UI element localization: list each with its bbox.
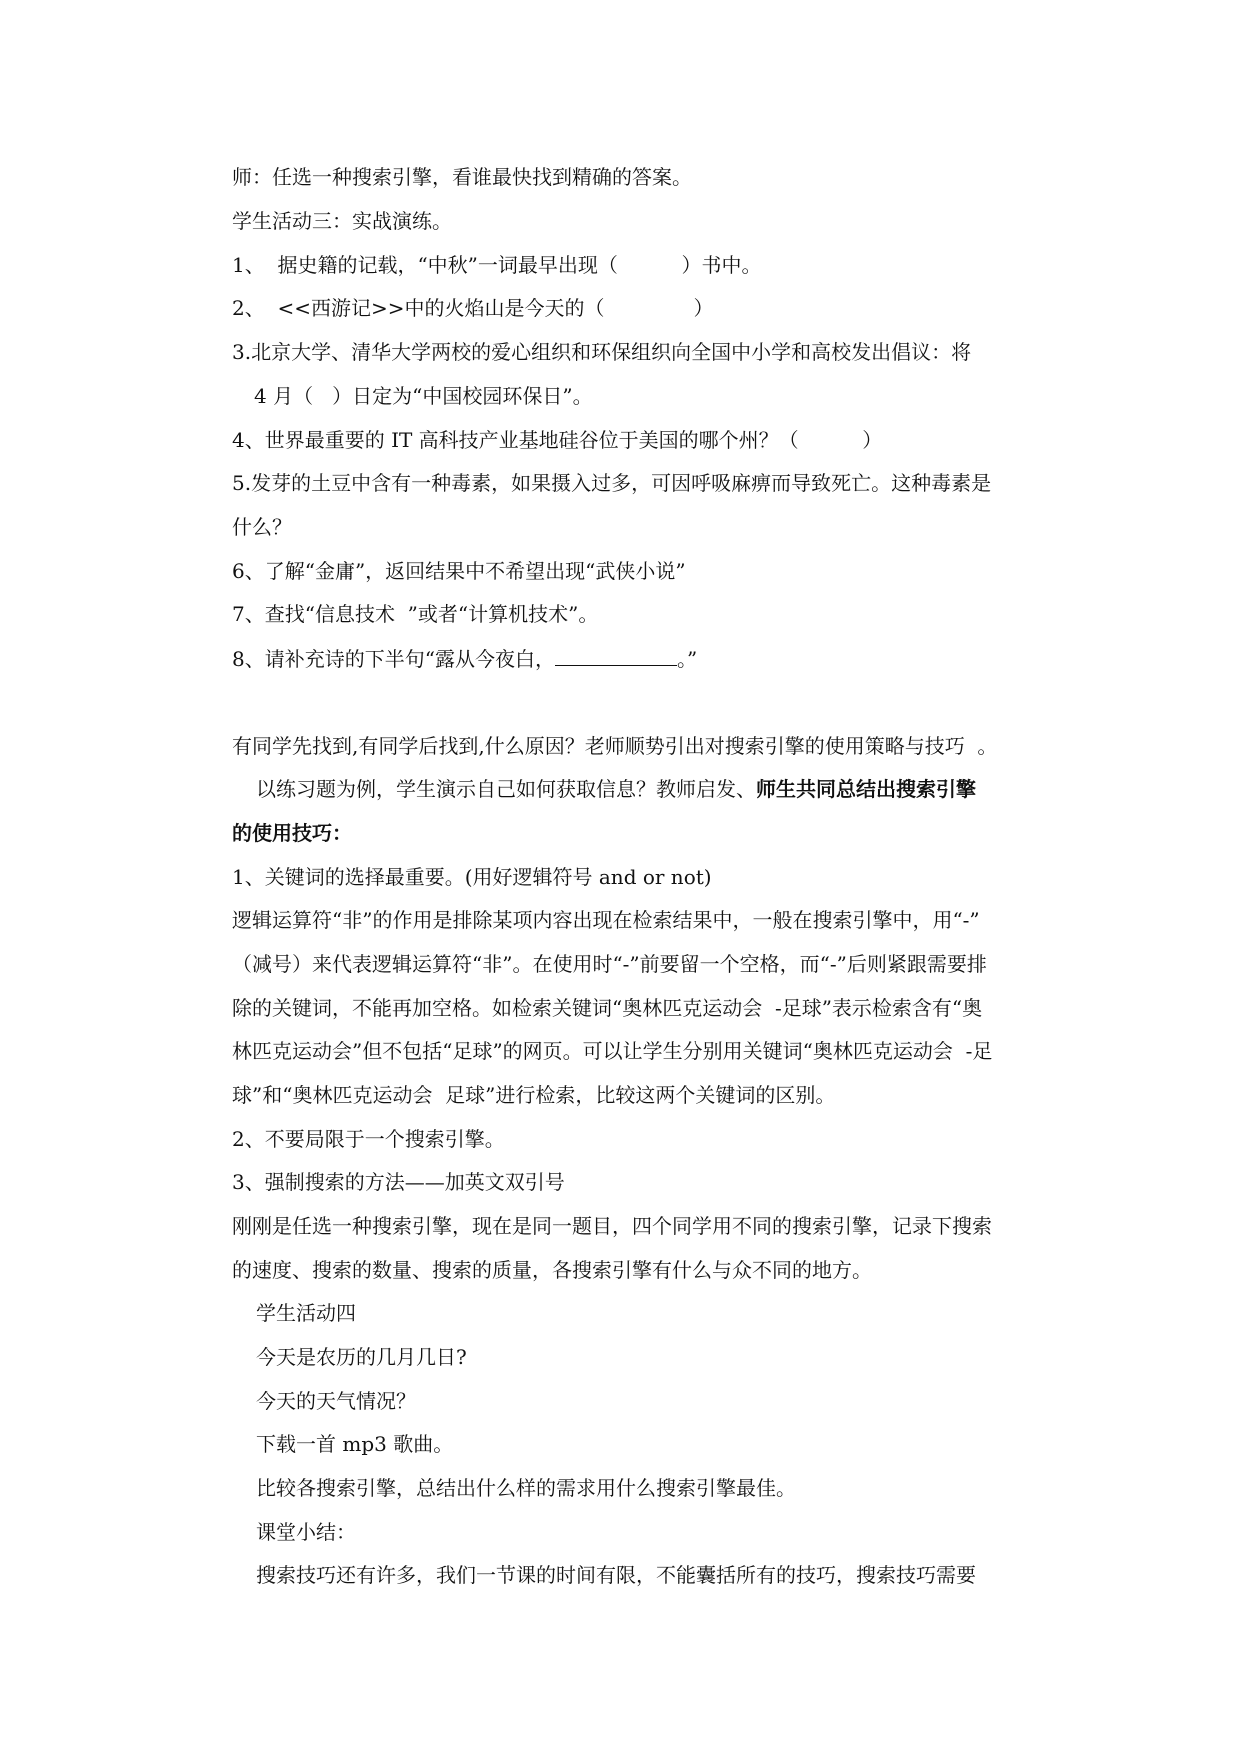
tip-1: 1、关键词的选择最重要。(用好逻辑符号 and or not) bbox=[232, 865, 712, 889]
activity-item: 今天的天气情况？ bbox=[256, 1389, 416, 1413]
exercise-6: 6、了解“金庸”，返回结果中不希望出现“武侠小说” bbox=[232, 559, 686, 583]
bold-heading-cont: 的使用技巧： bbox=[232, 821, 352, 845]
activity-item: 下载一首 mp3 歌曲。 bbox=[256, 1432, 454, 1456]
exercise-1: 1、 据史籍的记载，“中秋”一词最早出现（ ）书中。 bbox=[232, 253, 762, 277]
exercise-3: 3.北京大学、清华大学两校的爱心组织和环保组织向全国中小学和高校发出倡议：将 bbox=[232, 340, 972, 364]
exercise-2: 2、 <<西游记>>中的火焰山是今天的（ ） bbox=[232, 296, 714, 320]
exercise-8 bbox=[232, 645, 697, 672]
summary-text: 搜索技巧还有许多，我们一节课的时间有限，不能囊括所有的技巧，搜索技巧需要 bbox=[256, 1563, 976, 1587]
tip-2: 2、不要局限于一个搜索引擎。 bbox=[232, 1127, 505, 1151]
paragraph-line: 逻辑运算符“非”的作用是排除某项内容出现在检索结果中，一般在搜索引擎中，用“-” bbox=[232, 908, 980, 932]
text-line: 学生活动三：实战演练。 bbox=[232, 209, 452, 233]
paragraph-line: 除的关键词，不能再加空格。如检索关键词“奥林匹克运动会 -足球”表示检索含有“奥 bbox=[232, 996, 983, 1020]
activity-heading: 学生活动四 bbox=[256, 1301, 356, 1325]
exercise-8-end: 。” bbox=[676, 647, 698, 671]
exercise-4: 4、世界最重要的 IT 高科技产业基地硅谷位于美国的哪个州？（ ） bbox=[232, 428, 883, 452]
paragraph-line: 林匹克运动会”但不包括“足球”的网页。可以让学生分别用关键词“奥林匹克运动会 -足 bbox=[232, 1039, 993, 1063]
activity-item: 比较各搜索引擎，总结出什么样的需求用什么搜索引擎最佳。 bbox=[256, 1476, 796, 1500]
paragraph-text: 以练习题为例，学生演示自己如何获取信息？教师启发、 bbox=[256, 777, 756, 801]
answer-blank bbox=[555, 645, 677, 666]
paragraph-line: 球”和“奥林匹克运动会 足球”进行检索，比较这两个关键词的区别。 bbox=[232, 1083, 836, 1107]
exercise-5-cont: 什么？ bbox=[232, 515, 292, 539]
paragraph-line bbox=[256, 776, 976, 802]
exercise-7: 7、查找“信息技术 ”或者“计算机技术”。 bbox=[232, 602, 599, 626]
tip-3: 3、强制搜索的方法——加英文双引号 bbox=[232, 1170, 565, 1194]
paragraph-line: 刚刚是任选一种搜索引擎，现在是同一题目，四个同学用不同的搜索引擎，记录下搜索 bbox=[232, 1214, 992, 1238]
summary-heading: 课堂小结： bbox=[256, 1520, 356, 1544]
exercise-3-cont: 4 月（ ）日定为“中国校园环保日”。 bbox=[254, 384, 593, 408]
paragraph-line: 有同学先找到,有同学后找到,什么原因？老师顺势引出对搜索引擎的使用策略与技巧 。 bbox=[232, 734, 998, 758]
exercise-5: 5.发芽的土豆中含有一种毒素，如果摄入过多，可因呼吸麻痹而导致死亡。这种毒素是 bbox=[232, 471, 992, 495]
text-line: 师：任选一种搜索引擎，看谁最快找到精确的答案。 bbox=[232, 165, 692, 189]
exercise-8-text: 8、请补充诗的下半句“露从今夜白， bbox=[232, 647, 555, 671]
paragraph-line: 的速度、搜索的数量、搜索的质量，各搜索引擎有什么与众不同的地方。 bbox=[232, 1258, 872, 1282]
paragraph-line: （减号）来代表逻辑运算符“非”。在使用时“-”前要留一个空格，而“-”后则紧跟需要排 bbox=[232, 952, 987, 976]
activity-item: 今天是农历的几月几日? bbox=[256, 1345, 467, 1369]
bold-heading: 师生共同总结出搜索引擎 bbox=[756, 777, 976, 801]
